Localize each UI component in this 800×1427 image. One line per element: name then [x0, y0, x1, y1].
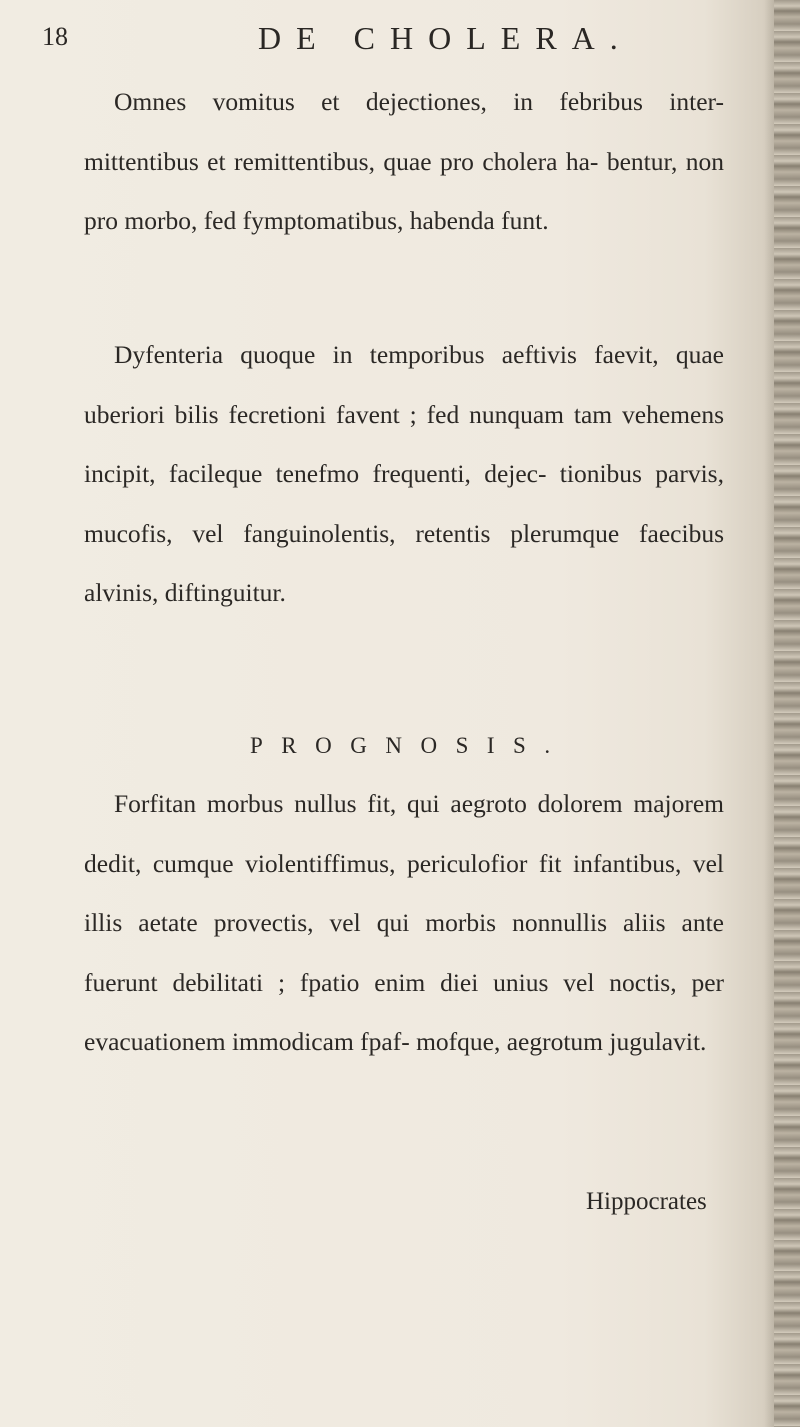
attribution: Hippocrates — [586, 1188, 707, 1215]
section-heading-prognosis: PROGNOSIS. — [250, 733, 569, 758]
paragraph-dysenteria — [84, 325, 724, 623]
page-number: 18 — [42, 22, 68, 51]
page-header — [0, 0, 800, 70]
running-head: DE CHOLERA. — [258, 20, 633, 56]
paragraph-vomitus — [84, 72, 724, 251]
paragraph-text: Forfitan morbus nullus fit, qui aegroto dolorem majorem dedit, cumque violentiffimus, periculofior fit infantibus, vel illis aetate provectis, vel qui morbis nonnullis aliis ante fuerunt debilitati ; fpatio enim diei unius vel noctis, per evacuationem immodicam fpaf- mofque, aegrotum jugulavit. — [84, 789, 724, 1056]
paragraph-prognosis — [84, 774, 724, 1072]
page-gutter-shadow — [764, 0, 774, 1427]
paragraph-text: Dyfenteria quoque in temporibus aeftivis faevit, quae uberiori bilis fecretioni favent ; fed nunquam tam vehemens incipit, facileque tenefmo frequenti, dejec- tionibus parvis, mucofis, vel fanguinolentis, retentis plerumque faecibus alvinis, diftinguitur. — [84, 340, 724, 607]
paragraph-text: Omnes vomitus et dejectiones, in febribus inter- mittentibus et remittentibus, quae pro cholera ha- bentur, non pro morbo, fed fymptomatibus, habenda funt. — [84, 87, 724, 235]
page-edge — [774, 0, 800, 1427]
